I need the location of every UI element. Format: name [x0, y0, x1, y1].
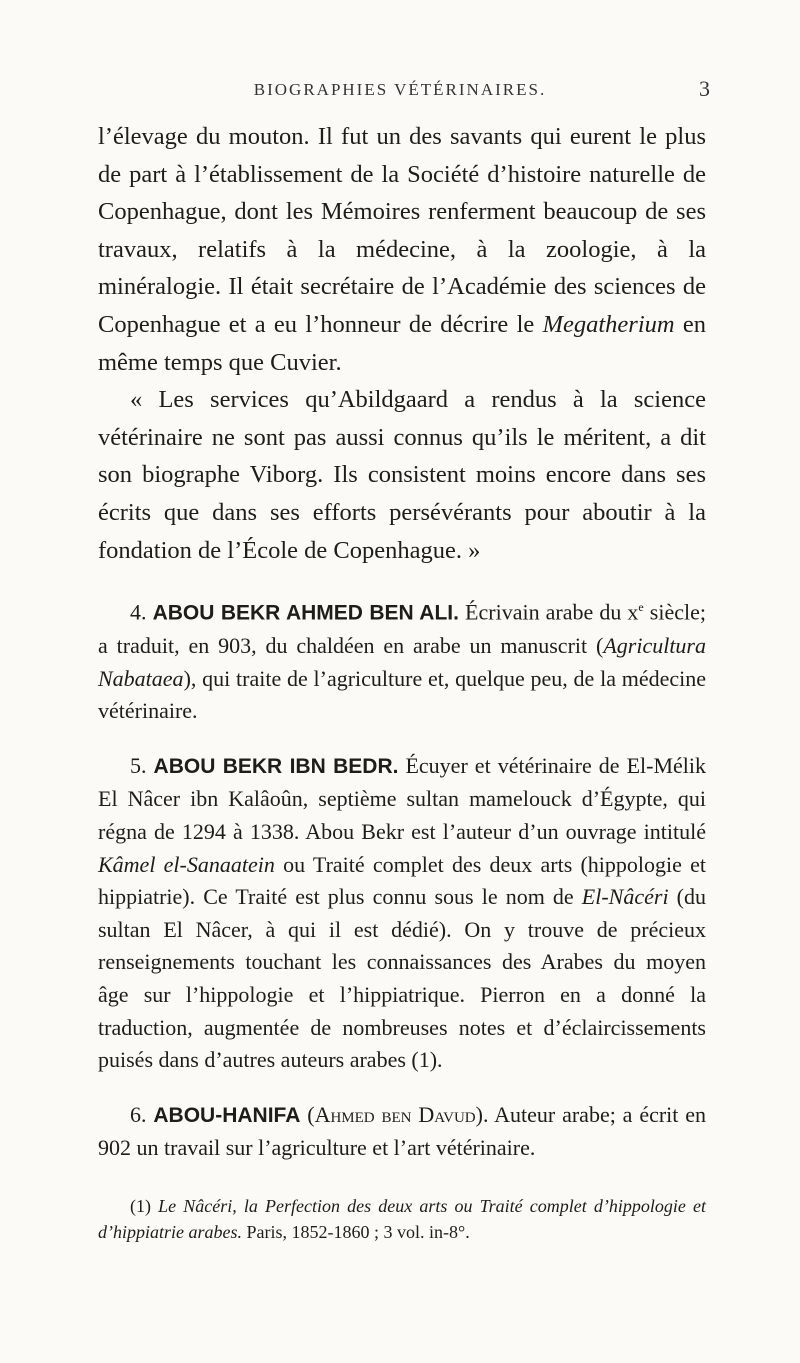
para1-text-a: l’élevage du mouton. Il fut un des savants qui eurent le plus de part à l’établissement de la Société d’histoire naturelle de Copenhague, dont les Mémoires renferment beaucoup de ses travaux, relatifs à la médecine, à la zoologie, à la minéralogie. Il était secrétaire de l’Académie des sciences de Copenhague et a eu l’honneur de décrire le — [98, 123, 706, 338]
entry-4 — [98, 591, 706, 728]
entry-name: ABOU BEKR AHMED BEN ALI. — [152, 601, 459, 625]
para1-text-b: en même temps que Cuvier. — [98, 310, 706, 376]
footnote-text: Paris, 1852-1860 ; 3 vol. in-8°. — [242, 1221, 470, 1242]
footnote-marker: (1) — [130, 1195, 151, 1216]
entry6-text-b: ). Auteur arabe; a écrit en 902 un travail sur l’agriculture et l’art vétérinaire. — [98, 1101, 707, 1161]
page-header — [0, 76, 800, 110]
entry5-text-c: (du sultan El Nâcer, à qui il est dédié). On y trouve de précieux renseignements touchant les connaissances des Arabes du moyen âge sur l’hippologie et l’hippiatrique. Pierron en a donné la traduction, augmentée de nombreuses notes et d’éclaircissements puisés dans d’autres auteurs arabes (1). — [98, 884, 707, 1073]
para1-italic: Megatherium — [542, 310, 675, 338]
entry4-italic: Agricultura Nabataea — [98, 633, 706, 691]
entry5-italic-1: Kâmel el-Sanaatein — [98, 851, 275, 877]
entry-5 — [98, 750, 706, 1077]
entry4-text-c: ), qui traite de l’agriculture et, quelque peu, de la médecine vétérinaire. — [98, 665, 706, 724]
entry5-text-b: ou Traité complet des deux arts (hippologie et hippiatrie). Ce Traité est plus connu sous le nom de — [98, 851, 706, 910]
footnote-italic: Le Nâcéri, la Perfection des deux arts ou Traité complet d’hippologie et d’hippiatrie arabes. — [98, 1195, 706, 1242]
entry-name: ABOU-HANIFA — [153, 1103, 301, 1127]
entry4-text-a: Écrivain arabe du x — [458, 599, 639, 625]
entry4-text-b: siècle; a traduit, en 903, du chaldéen en arabe un manuscrit ( — [98, 599, 706, 659]
entry-number: 4. — [130, 599, 147, 625]
page-number: 3 — [699, 76, 710, 101]
entry-6 — [98, 1099, 706, 1165]
entry5-text-a: Écuyer et vétérinaire de El-Mélik El Nâcer ibn Kalâoûn, septième sultan mamelouck d’Égypte, qui régna de 1294 à 1338. Abou Bekr est l’auteur d’un ouvrage intitulé — [98, 752, 706, 845]
running-title: BIOGRAPHIES VÉTÉRINAIRES. — [253, 80, 547, 99]
entry-number: 6. — [130, 1101, 147, 1127]
page-body — [98, 118, 706, 1245]
entry-name: ABOU BEKR IBN BEDR. — [153, 754, 399, 778]
entry5-italic-2: El-Nâcéri — [581, 884, 669, 910]
entry6-text-a: ( — [300, 1101, 315, 1127]
footnote — [98, 1193, 706, 1245]
entry6-smallcaps: Ahmed ben Davud — [314, 1101, 476, 1127]
entry-number: 5. — [130, 752, 147, 778]
paragraph-quote: « Les services qu’Abildgaard a rendus à la science vétérinaire ne sont pas aussi connus qu’ils le méritent, a dit son biographe Viborg. Ils consistent moins encore dans ses écrits que dans ses efforts persévérants pour aboutir à la fondation de l’École de Copenhague. » — [98, 386, 706, 564]
paragraph-abildgaard — [98, 118, 706, 381]
entry4-sup: e — [638, 600, 644, 615]
